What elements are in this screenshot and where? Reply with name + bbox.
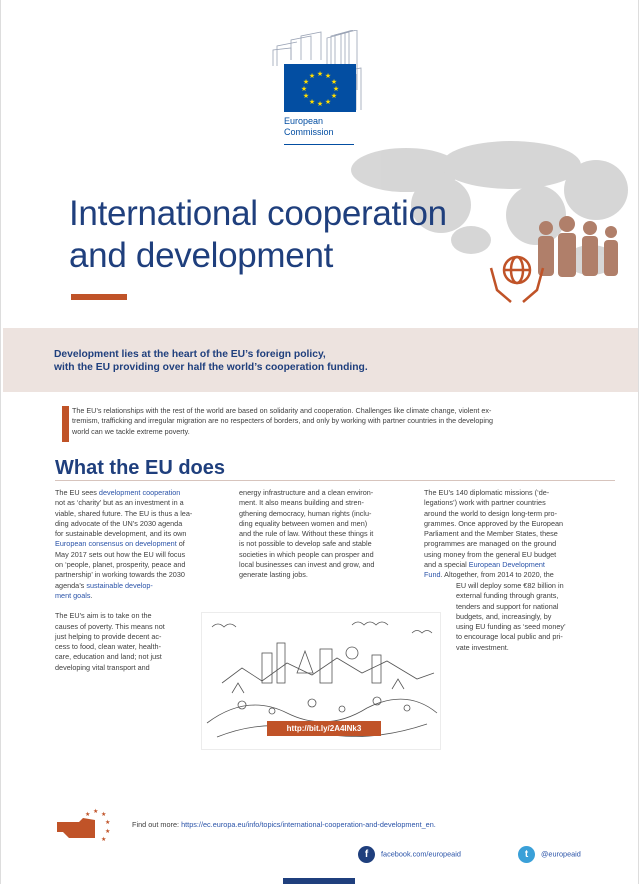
- col1-text: The EU sees: [55, 488, 99, 497]
- col1-line: on ‘people, planet, prosperity, peace and: [55, 560, 186, 570]
- col2-line: local businesses can invest and grow, and: [239, 560, 375, 570]
- column-1: [55, 488, 223, 673]
- find-label: Find out more:: [132, 820, 182, 829]
- col2-line: is not possible to develop safe and stable: [239, 539, 372, 549]
- svg-text:★: ★: [316, 100, 324, 108]
- col3-line: programmes are managed on the ground: [424, 539, 557, 549]
- col3-line: budgets, and, increasingly, by: [456, 611, 552, 621]
- title-accent-rule: [71, 294, 127, 300]
- quote-line-1: The EU’s relationships with the rest of the world are based on solidarity and cooperation. Challenges like climate change, violent ex-: [72, 406, 492, 415]
- intro-line-2: with the EU providing over half the world’s cooperation funding.: [54, 362, 368, 373]
- svg-text:★: ★: [101, 836, 107, 843]
- col2-line: ding equality between women and men): [239, 518, 368, 528]
- quote-accent-bar: [62, 406, 69, 442]
- find-out-more: [132, 820, 436, 830]
- col3-text: . Altogether, from 2014 to 2020, the: [440, 570, 554, 580]
- col1-line: just helping to provide decent ac-: [55, 631, 162, 641]
- globe-hands-icon: [491, 257, 543, 302]
- col1-text: of: [176, 539, 185, 549]
- svg-text:★: ★: [101, 811, 107, 818]
- col3-line: legations’) work with partner countries: [424, 498, 546, 508]
- european-consensus-link[interactable]: European consensus on development: [55, 539, 177, 549]
- development-cooperation-link[interactable]: development cooperation: [98, 488, 181, 497]
- column-3-continued: [456, 581, 596, 653]
- col3-line: Parliament and the Member States, these: [424, 529, 558, 539]
- svg-text:★: ★: [330, 92, 338, 100]
- col2-line: gthening democracy, human rights (inclu-: [239, 508, 372, 518]
- col1-line: The EU’s aim is to take on the: [55, 611, 152, 621]
- svg-text:★: ★: [105, 819, 111, 826]
- svg-text:★: ★: [316, 70, 324, 78]
- quote-line-2: tremism, trafficking and irregular migration are no respecters of borders, and only by working with partner countries in the developing: [72, 416, 493, 426]
- col2-line: energy infrastructure and a clean environ-: [239, 488, 374, 497]
- svg-text:★: ★: [324, 98, 332, 106]
- section-rule: [55, 480, 615, 481]
- eu-stars-icon: [284, 64, 356, 112]
- col1-line: May 2017 sets out how the EU will focus: [55, 549, 186, 559]
- svg-text:★: ★: [105, 828, 111, 835]
- col1-line: care, education and land; not just: [55, 652, 162, 662]
- col3-line: vate investment.: [456, 642, 509, 652]
- col3-line: grammes. Once approved by the European: [424, 518, 564, 528]
- pointing-hand-icon: [55, 808, 113, 844]
- col1-line: viable, shared future. The EU is thus a lea-: [55, 508, 193, 518]
- section-title: What the EU does: [55, 457, 226, 479]
- col3-line: around the world to design long-term pro-: [424, 508, 557, 518]
- col3-line: using money from the general EU budget: [424, 549, 557, 559]
- column-3: [424, 488, 594, 581]
- col3-line: to encourage local public and pri-: [456, 632, 563, 642]
- logo-line-commission: Commission: [284, 127, 334, 137]
- logo-line-european: European: [284, 116, 324, 126]
- col3-line: external funding through grants,: [456, 591, 559, 601]
- col3-line: EU will deploy some €82 billion in: [456, 581, 564, 590]
- quote-line-3: world can we tackle extreme poverty.: [72, 426, 190, 436]
- twitter-link[interactable]: [518, 846, 581, 863]
- svg-text:★: ★: [302, 92, 310, 100]
- svg-text:★: ★: [332, 85, 340, 93]
- col1-line: for sustainable development, and its own: [55, 529, 187, 539]
- col3-line: The EU’s 140 diplomatic missions (‘de-: [424, 488, 550, 497]
- svg-text:★: ★: [308, 98, 316, 106]
- col1-line: cess to food, clean water, health-: [55, 642, 161, 652]
- find-url-link[interactable]: https://ec.europa.eu/info/topics/international-cooperation-and-development_en.: [181, 820, 436, 829]
- illustration-link[interactable]: http://bit.ly/2A4INk3: [267, 721, 381, 736]
- col1-text: .: [90, 590, 93, 600]
- col1-line: not as ‘charity’ but as an investment in a: [55, 498, 184, 508]
- col2-line: generate lasting jobs.: [239, 570, 308, 580]
- col3-line: tenders and support for national: [456, 601, 559, 611]
- svg-text:★: ★: [324, 72, 332, 80]
- title-line-1: International cooperation: [69, 194, 447, 233]
- svg-text:★: ★: [93, 808, 99, 815]
- col1-line: partnership’ in working towards the 2030: [55, 570, 185, 580]
- facebook-handle: facebook.com/europeaid: [381, 849, 461, 859]
- col1-text: agenda’s: [55, 580, 87, 590]
- intro-line-1: Development lies at the heart of the EU’s foreign policy,: [54, 349, 326, 360]
- edf-link-cont[interactable]: Fund: [424, 570, 441, 580]
- edf-link[interactable]: European Development: [468, 560, 545, 570]
- col2-line: and the rule of law. Without these things it: [239, 529, 374, 539]
- sdg-link-cont[interactable]: ment goals: [55, 590, 91, 600]
- svg-text:★: ★: [300, 85, 308, 93]
- title-line-2: and development: [69, 236, 334, 275]
- bottom-accent-bar: [283, 878, 355, 884]
- col1-line: ding advocate of the UN’s 2030 agenda: [55, 518, 183, 528]
- sdg-link[interactable]: sustainable develop-: [86, 580, 153, 590]
- column-2: [239, 488, 411, 581]
- twitter-handle: @europeaid: [541, 849, 581, 859]
- col3-line: using EU funding as ‘seed money’: [456, 622, 566, 632]
- col3-text: and a special: [424, 560, 469, 570]
- facebook-icon: f: [358, 846, 375, 863]
- svg-text:★: ★: [330, 78, 338, 86]
- svg-text:★: ★: [85, 811, 91, 818]
- european-commission-logo: [251, 30, 367, 142]
- page-title: [69, 193, 447, 277]
- eu-flag: [284, 64, 356, 112]
- col1-line: developing vital transport and: [55, 662, 150, 672]
- intro-text: [54, 348, 368, 374]
- col2-line: societies in which people can prosper and: [239, 549, 374, 559]
- facebook-link[interactable]: [358, 846, 461, 863]
- twitter-icon: t: [518, 846, 535, 863]
- svg-text:★: ★: [302, 78, 310, 86]
- col2-line: ment. It also means building and stren-: [239, 498, 364, 508]
- svg-text:★: ★: [308, 72, 316, 80]
- col1-line: causes of poverty. This means not: [55, 621, 165, 631]
- intro-quote: [72, 406, 607, 437]
